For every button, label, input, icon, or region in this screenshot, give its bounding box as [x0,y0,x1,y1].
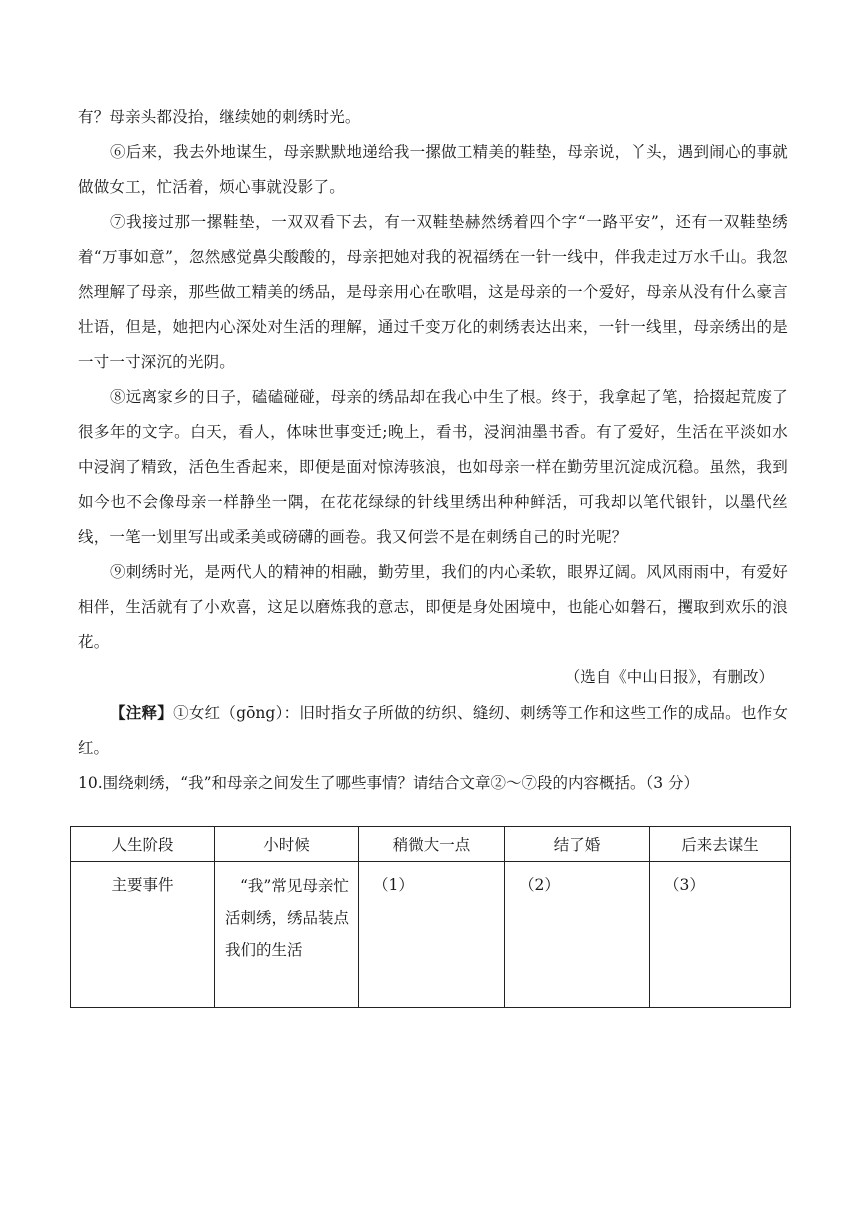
events-table [70,826,791,1008]
row-label-main-events: 主要事件 [71,862,215,1008]
cell-childhood [215,862,359,1008]
annotation-text: ①女红（gōng）：旧时指女子所做的纺织、缝纫、刺绣等工作和这些工作的成品。也作女红。 [78,704,788,757]
answer-blank-1: （1） [373,876,414,894]
header-working: 后来去谋生 [650,827,791,862]
header-childhood: 小时候 [215,827,359,862]
annotation [78,695,788,766]
article-body [78,100,788,801]
header-married: 结了婚 [505,827,650,862]
paragraph-5-end: 有？母亲头都没抬，继续她的刺绣时光。 [78,108,361,126]
childhood-event-text: “我”常见母亲忙活刺绣，绣品装点我们的生活 [225,877,350,959]
table-header-row [71,827,791,862]
question-10: 10.围绕刺绣，“我”和母亲之间发生了哪些事情？请结合文章②～⑦段的内容概括。（3 分） [78,774,700,792]
paragraph-9: ⑨刺绣时光，是两代人的精神的相融，勤劳里，我们的内心柔软，眼界辽阔。风风雨雨中，有爱好相伴，生活就有了小欢喜，这足以磨炼我的意志，即便是身处困境中，也能心如磐石，攫取到欢乐的浪花。 [78,563,788,651]
cell-answer-1[interactable] [359,862,505,1008]
annotation-label: 【注释】 [110,703,174,722]
answer-blank-3: （3） [664,876,705,894]
paragraph-7: ⑦我接过那一摞鞋垫，一双双看下去，有一双鞋垫赫然绣着四个字“一路平安”，还有一双鞋垫绣着“万事如意”，忽然感觉鼻尖酸酸的，母亲把她对我的祝福绣在一针一线中，伴我走过万水千山。我忽然理解了母亲，那些做工精美的绣品，是母亲用心在歌唱，这是母亲的一个爱好，母亲从没有什么豪言壮语，但是，她把内心深处对生活的理解，通过千变万化的刺绣表达出来，一针一线里，母亲绣出的是一寸一寸深沉的光阴。 [78,213,788,371]
answer-blank-2: （2） [519,876,560,894]
paragraph-8: ⑧远离家乡的日子，磕磕碰碰，母亲的绣品却在我心中生了根。终于，我拿起了笔，拾掇起荒废了很多年的文字。白天，看人，体味世事变迁;晚上，看书，浸润油墨书香。有了爱好，生活在平淡如水中浸润了精致，活色生香起来，即便是面对惊涛骇浪，也如母亲一样在勤劳里沉淀成沉稳。虽然，我到如今也不会像母亲一样静坐一隅，在花花绿绿的针线里绣出种种鲜活，可我却以笔代银针，以墨代丝线，一笔一划里写出或柔美或磅礴的画卷。我又何尝不是在刺绣自己的时光呢？ [78,388,788,546]
cell-answer-2[interactable] [505,862,650,1008]
header-life-stage: 人生阶段 [71,827,215,862]
cell-answer-3[interactable] [650,862,791,1008]
header-older: 稍微大一点 [359,827,505,862]
table-row [71,862,791,1008]
source-citation: （选自《中山日报》，有删改） [564,668,774,686]
paragraph-6: ⑥后来，我去外地谋生，母亲默默地递给我一摞做工精美的鞋垫，母亲说，丫头，遇到闹心的事就做做女工，忙活着，烦心事就没影了。 [78,143,788,196]
